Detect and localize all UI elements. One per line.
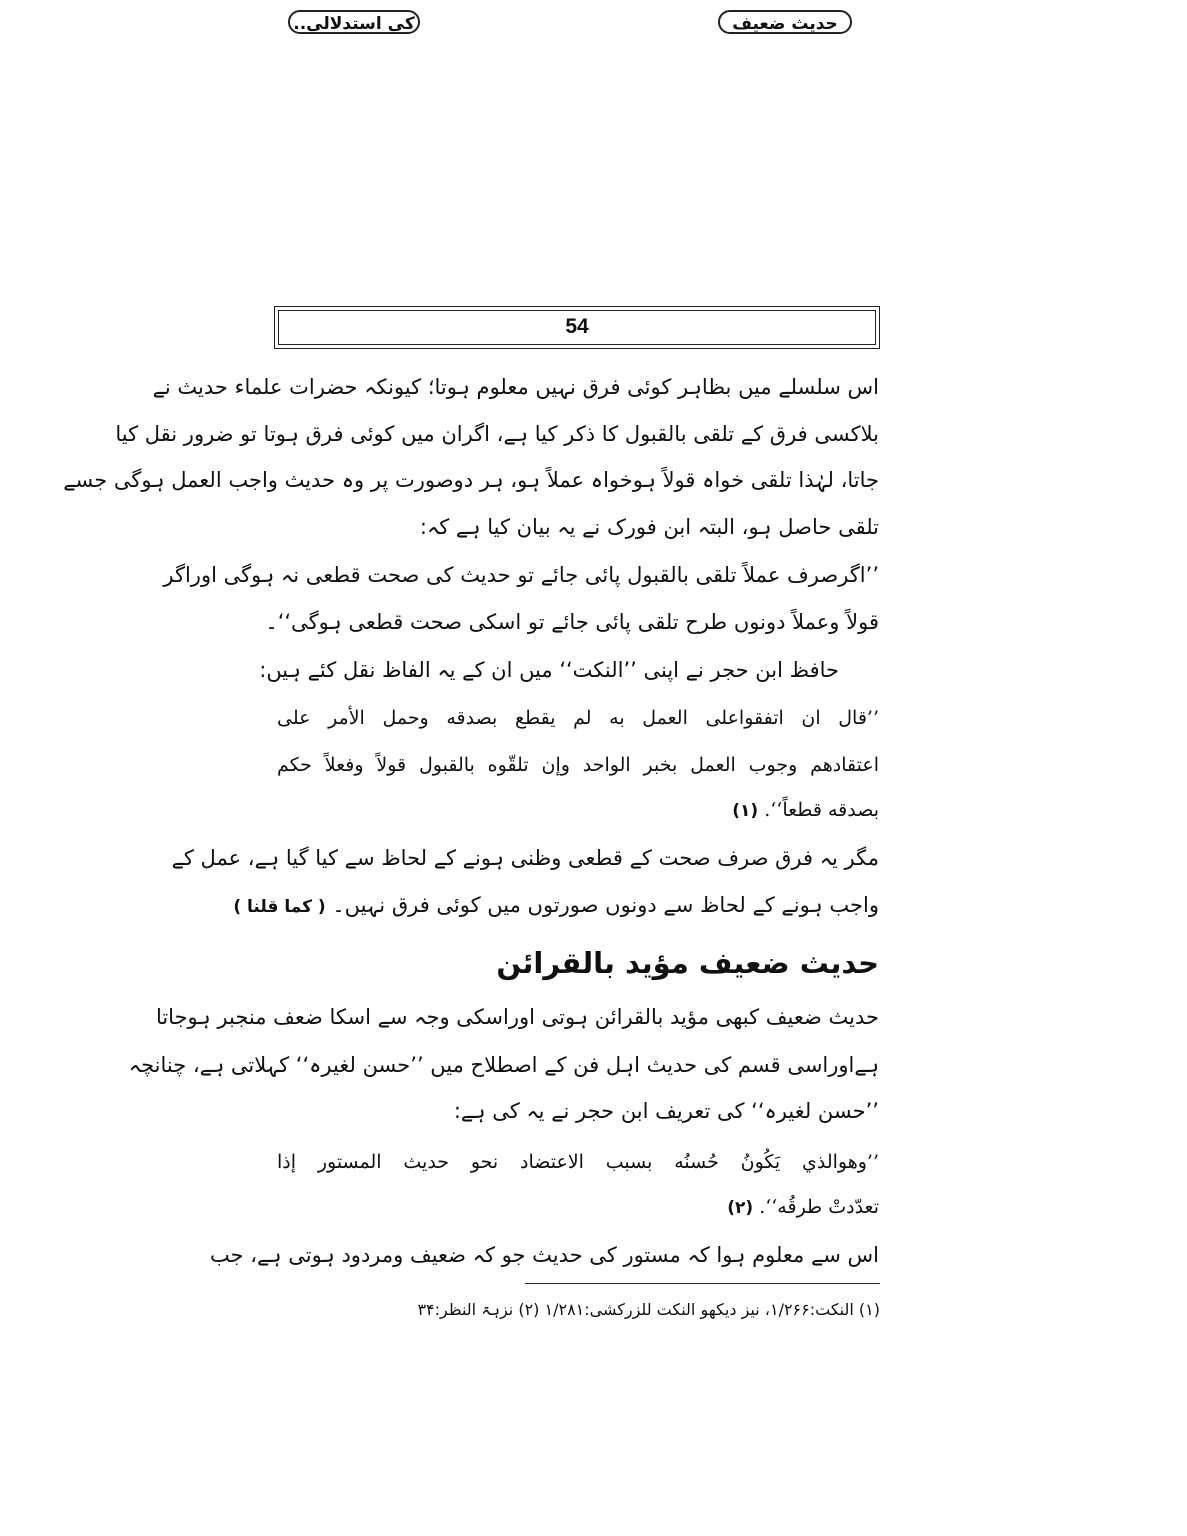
- footnote-ref: (۲): [727, 1198, 754, 1218]
- arabic-quote-line: [277, 788, 879, 832]
- body-line: بلاکسی فرق کے تلقی بالقبول کا ذکر کیا ہے، اگران میں کوئی فرق ہوتا تو ضرور نقل کیا: [115, 422, 879, 446]
- body-text: واجب ہونے کے لحاظ سے دونوں صورتوں میں کوئی فرق نہیں۔: [332, 893, 879, 917]
- body-line: مگر یہ فرق صرف صحت کے قطعی وظنی ہونے کے لحاظ سے کیا گیا ہے، عمل کے: [171, 846, 879, 870]
- arabic-quote-line: ’’وهوالذي یَکُونُ حُسنُه بسبب الاعتضاد نحو حدیث المستور إذا: [277, 1151, 879, 1173]
- arabic-quote-line: اعتقادهم وجوب العمل بخبر الواحد وإن تلقّوه بالقبول قولاً وفعلاً حکم: [277, 754, 879, 776]
- inline-marker: ( کما قلنا ): [233, 897, 326, 917]
- arabic-quote-text: تعدّدتْ طرقُه‘‘.: [759, 1196, 879, 1218]
- footnote: (۱) النکت:۱/۲۶۶، نیز دیکھو النکت للزرکشی:۱/۲۸۱ (۲) نزہۃ النظر:۳۴: [417, 1300, 880, 1319]
- page-number: 54: [565, 315, 589, 338]
- arabic-quote-line: ’’قال ان اتفقواعلی العمل به لم یقطع بصدقه وحمل الأمر علی: [277, 707, 879, 729]
- body-line: حافظ ابن حجر نے اپنی ’’النکت‘‘ میں ان کے یہ الفاظ نقل کئے ہیں:: [259, 658, 839, 682]
- body-line: تلقی حاصل ہو، البتہ ابن فورک نے یہ بیان کیا ہے کہ:: [419, 515, 879, 539]
- quote-line: ’’اگرصرف عملاً تلقی بالقبول پائی جائے تو حدیث کی صحت قطعی نہ ہوگی اوراگر: [163, 563, 879, 587]
- body-line: اس سلسلے میں بظاہر کوئی فرق نہیں معلوم ہوتا؛ کیونکہ حضرات علماء حدیث نے: [152, 375, 879, 399]
- footnote-ref: (۱): [732, 801, 759, 821]
- body-line: جاتا، لہٰذا تلقی خواہ قولاً ہوخواہ عملاً ہو، ہر دوصورت پر وہ حدیث واجب العمل ہوگی جسے: [63, 468, 879, 492]
- body-line: حدیث ضعیف کبھی مؤید بالقرائن ہوتی اوراسکی وجہ سے اسکا ضعف منجبر ہوجاتا: [155, 1005, 879, 1029]
- header-title-left: کی استدلالی..: [288, 10, 420, 34]
- body-line: [233, 883, 879, 927]
- body-line: ہےاوراسی قسم کی حدیث اہل فن کے اصطلاح میں ’’حسن لغیرہ‘‘ کہلاتی ہے، چنانچہ: [128, 1053, 879, 1077]
- quote-line: قولاً وعملاً دونوں طرح تلقی پائی جائے تو اسکی صحت قطعی ہوگی‘‘۔: [265, 610, 879, 634]
- arabic-quote-text: بصدقه قطعاً‘‘.: [764, 799, 879, 821]
- body-line: اس سے معلوم ہوا کہ مستور کی حدیث جو کہ ضعیف ومردود ہوتی ہے، جب: [209, 1243, 879, 1267]
- header-title-right: حدیث ضعیف: [718, 10, 852, 34]
- arabic-quote-line: [277, 1185, 879, 1229]
- footnote-rule: [525, 1283, 880, 1284]
- body-line: ’’حسن لغیرہ‘‘ کی تعریف ابن حجر نے یہ کی ہے:: [453, 1099, 879, 1123]
- section-heading: حدیث ضعیف مؤید بالقرائن: [496, 946, 879, 980]
